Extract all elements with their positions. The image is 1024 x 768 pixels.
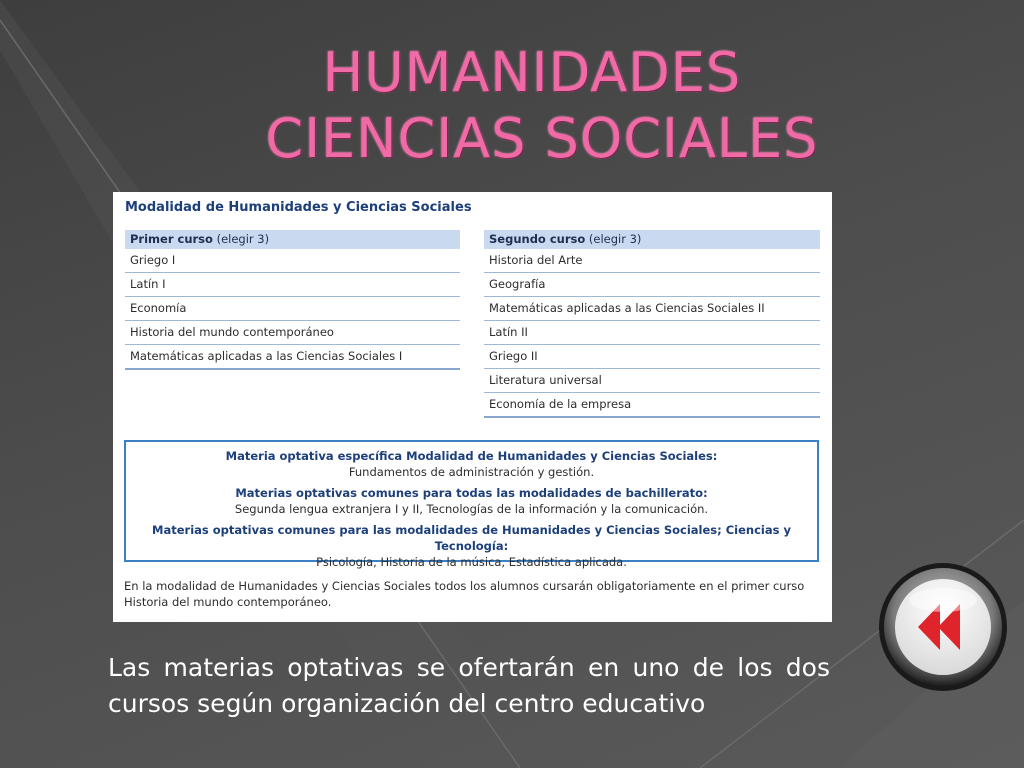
optional-heading: Materia optativa específica Modalidad de Humanidades y Ciencias Sociales: [225,449,718,463]
title-line-2: CIENCIAS SOCIALES [265,107,819,170]
subject-row: Literatura universal [484,369,820,393]
title-line-1: HUMANIDADES [322,41,742,104]
subject-row: Matemáticas aplicadas a las Ciencias Sociales I [125,345,460,370]
second-course-label: Segundo curso [489,232,586,246]
subject-row: Economía [125,297,460,321]
second-course-note: (elegir 3) [588,232,642,246]
back-button[interactable] [876,560,1010,694]
card-footnote: En la modalidad de Humanidades y Ciencias Sociales todos los alumnos cursarán obligatoriamente en el primer curso Historia del mundo contemporáneo. [124,579,805,609]
slide-caption: Las materias optativas se ofertarán en uno de los dos cursos según organización del centro educativo [108,653,830,718]
subject-row: Historia del Arte [484,249,820,273]
optional-text: Segunda lengua extranjera I y II, Tecnologías de la información y la comunicación. [234,502,709,516]
subject-row: Latín II [484,321,820,345]
subject-row: Latín I [125,273,460,297]
first-course-column [125,230,460,370]
first-course-label: Primer curso [130,232,213,246]
first-course-header [125,230,460,249]
slide-title [0,40,1024,172]
optional-text: Psicología, Historia de la música, Estadística aplicada. [316,555,627,569]
optional-heading: Materias optativas comunes para todas las modalidades de bachillerato: [235,486,708,500]
card-title: Modalidad de Humanidades y Ciencias Sociales [125,200,472,215]
subject-row: Economía de la empresa [484,393,820,418]
optional-heading: Materias optativas comunes para las modalidades de Humanidades y Ciencias Sociales; Ciencias y Tecnología: [152,523,791,553]
subject-row: Historia del mundo contemporáneo [125,321,460,345]
subject-row: Matemáticas aplicadas a las Ciencias Sociales II [484,297,820,321]
subject-row: Griego I [125,249,460,273]
modality-card [113,192,832,622]
optional-subjects-box [124,440,819,569]
second-course-header [484,230,820,249]
second-course-column [484,230,820,418]
optional-text: Fundamentos de administración y gestión. [348,465,595,479]
first-course-note: (elegir 3) [216,232,270,246]
rewind-icon [876,560,1010,694]
subject-row: Geografía [484,273,820,297]
subject-row: Griego II [484,345,820,369]
